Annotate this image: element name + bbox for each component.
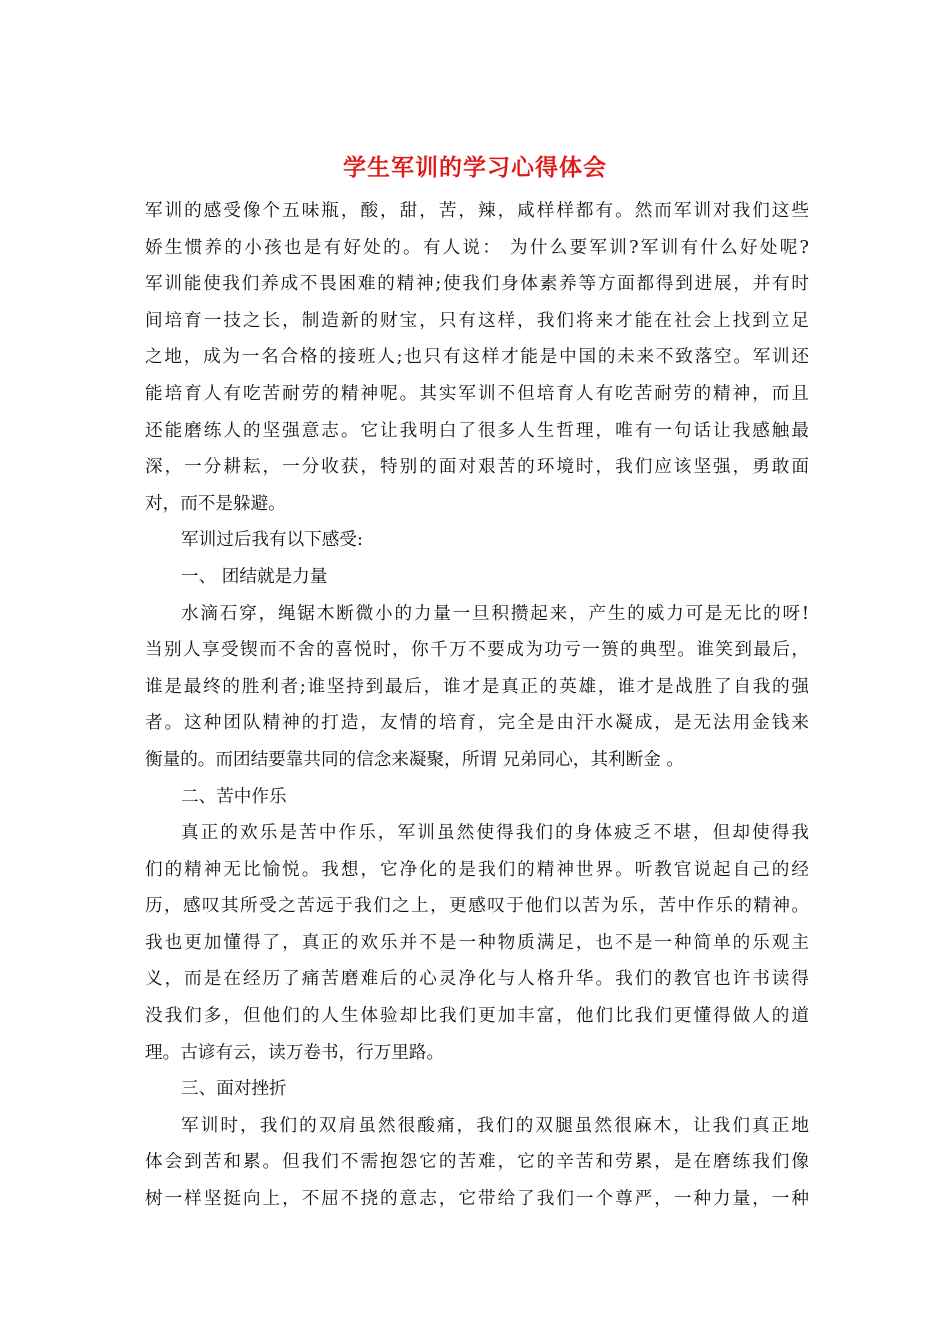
document-title: 学生军训的学习心得体会 bbox=[343, 154, 607, 181]
text-line: 树一样坚挺向上，不屈不挠的意志，它带给了我们一个尊严，一种力量，一种 bbox=[145, 1189, 809, 1210]
text-line: 们的精神无比愉悦。我想，它净化的是我们的精神世界。听教官说起自己的经 bbox=[145, 859, 809, 880]
text-line: 三、面对挫折 bbox=[181, 1079, 287, 1100]
text-line: 理。古谚有云，读万卷书，行万里路。 bbox=[145, 1042, 445, 1063]
text-line: 者。这种团队精神的打造，友情的培育，完全是由汗水凝成，是无法用金钱来 bbox=[145, 713, 809, 734]
text-line: 历，感叹其所受之苦远于我们之上，更感叹于他们以苦为乐，苦中作乐的精神。 bbox=[145, 896, 809, 917]
text-line: 当别人享受锲而不舍的喜悦时，你千万不要成为功亏一篑的典型。谁笑到最后， bbox=[145, 640, 809, 661]
text-line: 深，一分耕耘，一分收获，特别的面对艰苦的环境时，我们应该坚强，勇敢面 bbox=[145, 457, 809, 478]
text-line: 真正的欢乐是苦中作乐，军训虽然使得我们的身体疲乏不堪，但却使得我 bbox=[181, 823, 809, 844]
text-line: 没我们多，但他们的人生体验却比我们更加丰富，他们比我们更懂得做人的道 bbox=[145, 1006, 809, 1027]
text-line: 体会到苦和累。但我们不需抱怨它的苦难，它的辛苦和劳累，是在磨练我们像 bbox=[145, 1152, 809, 1173]
text-line: 还能磨练人的坚强意志。它让我明白了很多人生哲理，唯有一句话让我感触最 bbox=[145, 420, 809, 441]
text-line: 能培育人有吃苦耐劳的精神呢。其实军训不但培育人有吃苦耐劳的精神，而且 bbox=[145, 383, 809, 404]
text-line: 军训时，我们的双肩虽然很酸痛，我们的双腿虽然很麻木，让我们真正地 bbox=[181, 1115, 809, 1136]
text-line: 对，而不是躲避。 bbox=[145, 493, 286, 514]
document-body bbox=[145, 193, 809, 1218]
text-line: 水滴石穿，绳锯木断微小的力量一旦积攒起来，产生的威力可是无比的呀! bbox=[181, 603, 809, 624]
text-line: 衡量的。而团结要靠共同的信念来凝聚，所谓 兄弟同心，其利断金 。 bbox=[145, 749, 685, 770]
text-line: 二、苦中作乐 bbox=[181, 786, 287, 807]
text-line: 之地，成为一名合格的接班人;也只有这样才能是中国的未来不致落空。军训还 bbox=[145, 347, 809, 368]
text-line: 军训过后我有以下感受: bbox=[181, 530, 363, 551]
text-line: 义，而是在经历了痛苦磨难后的心灵净化与人格升华。我们的教官也许书读得 bbox=[145, 969, 809, 990]
text-line: 军训能使我们养成不畏困难的精神;使我们身体素养等方面都得到进展，并有时 bbox=[145, 274, 809, 295]
text-line: 谁是最终的胜利者;谁坚持到最后，谁才是真正的英雄，谁才是战胜了自我的强 bbox=[145, 676, 809, 697]
text-line: 娇生惯养的小孩也是有好处的。有人说： 为什么要军训?军训有什么好处呢? bbox=[145, 237, 809, 258]
text-line: 一、 团结就是力量 bbox=[181, 566, 328, 587]
text-line: 间培育一技之长，制造新的财宝，只有这样，我们将来才能在社会上找到立足 bbox=[145, 310, 809, 331]
text-line: 军训的感受像个五味瓶，酸，甜，苦，辣，咸样样都有。然而军训对我们这些 bbox=[145, 201, 809, 221]
text-line: 我也更加懂得了，真正的欢乐并不是一种物质满足，也不是一种简单的乐观主 bbox=[145, 932, 809, 953]
